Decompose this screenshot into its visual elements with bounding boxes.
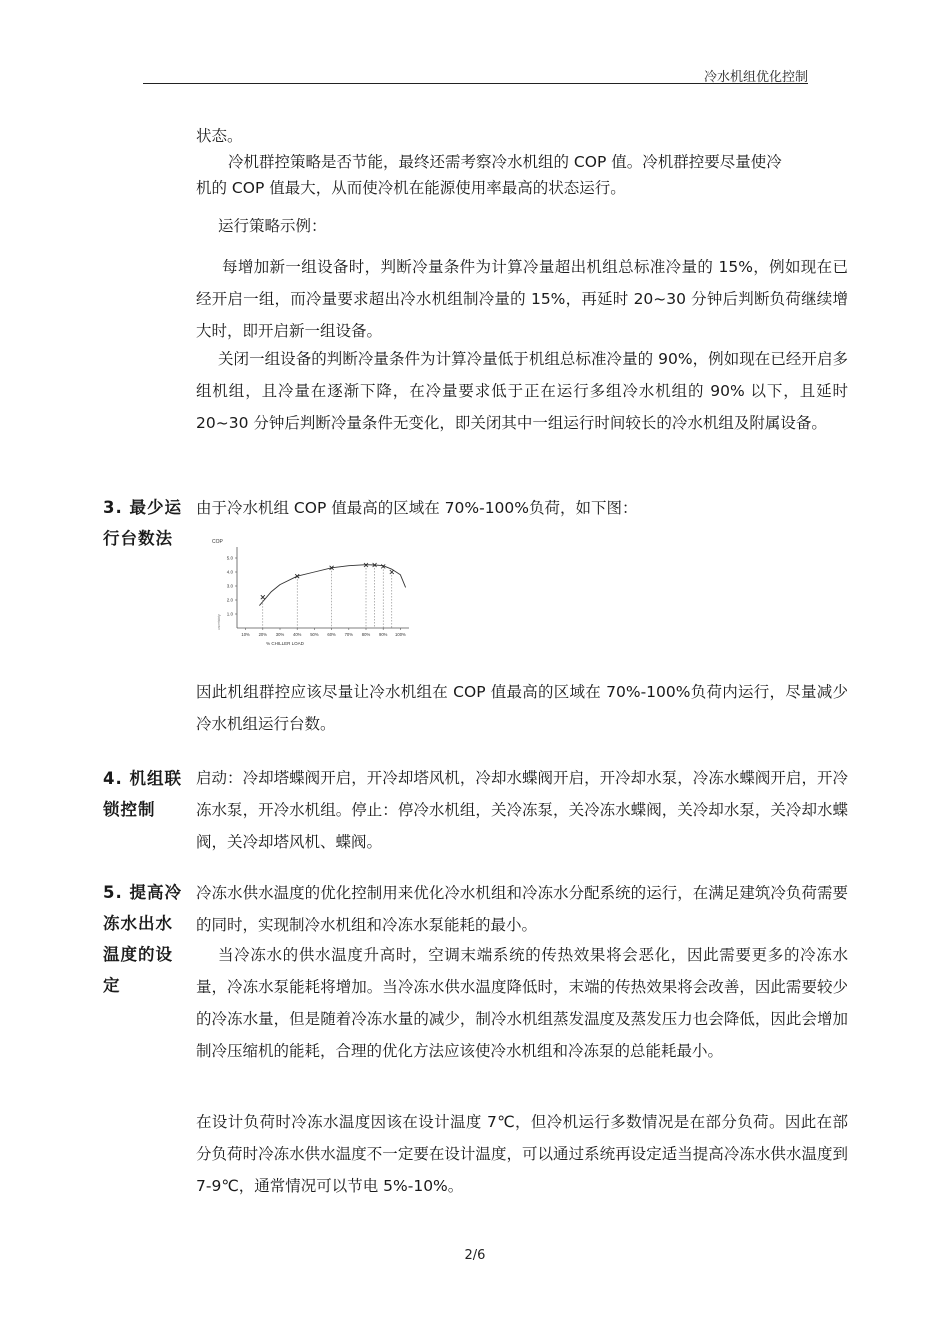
section-4-heading-line2: 锁控制 xyxy=(103,800,156,819)
x-tick-label: 20% xyxy=(258,632,267,637)
y-axis-side-note: uncertainty xyxy=(217,614,221,630)
paragraph-interlock: 启动：冷却塔蝶阀开启，开冷却塔风机，冷却水蝶阀开启，开冷却水泵，冷冻水蝶阀开启，开冷冻水泵，开冷水机组。停止：停冷水机组，关冷冻泵，关冷冻水蝶阀，关冷却水泵，关冷却水蝶阀，关冷却塔风机、蝶阀。 xyxy=(196,769,848,851)
paragraph-state: 状态。 xyxy=(196,127,243,145)
section-5-heading-line4: 定 xyxy=(103,976,121,995)
y-axis-label: COP xyxy=(212,539,223,545)
paragraph-add-group: 每增加新一组设备时，判断冷量条件为计算冷量超出机组总标准冷量的 15%，例如现在已经开启一组，而冷量要求超出冷水机组制冷量的 15%，再延时 20~30 分钟后判断负荷继续增大时，即开启新一组设备。 xyxy=(196,258,848,340)
header-title: 冷水机组优化控制 xyxy=(703,70,808,85)
cop-chart-svg xyxy=(209,533,419,651)
paragraph-close-group: 关闭一组设备的判断冷量条件为计算冷量低于机组总标准冷量的 90%，例如现在已经开启多组机组，且冷量在逐渐下降，在冷量要求低于正在运行多组冷水机组的 90% 以下，且延时 20~30 分钟后判断冷量条件无变化，即关闭其中一组运行时间较长的冷水机组及附属设备。 xyxy=(196,350,848,432)
paragraph-cop-line1: 冷机群控策略是否节能，最终还需考察冷水机组的 COP 值。冷机群控要尽量使冷 xyxy=(228,153,782,171)
header-rule xyxy=(143,83,808,84)
y-tick-label: 4.0 xyxy=(226,569,233,575)
x-tick-label: 40% xyxy=(293,632,302,637)
paragraph-strategy-example: 运行策略示例： xyxy=(218,217,327,235)
x-tick-label: 100% xyxy=(395,632,406,637)
section-4-heading-line1: 4. 机组联 xyxy=(103,769,182,788)
y-tick-label: 2.0 xyxy=(226,597,233,603)
section-5-heading-line2: 冻水出水 xyxy=(103,914,173,933)
x-tick-label: 60% xyxy=(327,632,336,637)
y-tick-label: 1.0 xyxy=(226,611,233,617)
paragraph-design-load: 在设计负荷时冷冻水温度因该在设计温度 7℃，但冷机运行多数情况是在部分负荷。因此在部分负荷时冷冻水供水温度不一定要在设计温度，可以通过系统再设定适当提高冷冻水供水温度到 7-9℃，通常情况可以节电 5%-10%。 xyxy=(196,1113,848,1195)
page-number: 2/6 xyxy=(464,1248,486,1263)
x-tick-label: 50% xyxy=(310,632,319,637)
y-tick-label: 5.0 xyxy=(226,555,233,561)
section-4-heading xyxy=(103,763,185,825)
section-5-heading-line1: 5. 提高冷 xyxy=(103,883,182,902)
x-axis-label: % CHILLER LOAD xyxy=(266,641,304,646)
section-3-heading xyxy=(103,492,185,554)
paragraph-cop-region: 由于冷水机组 COP 值最高的区域在 70%-100%负荷，如下图： xyxy=(196,499,638,517)
paragraph-temp-effect: 当冷冻水的供水温度升高时，空调末端系统的传热效果将会恶化，因此需要更多的冷冻水量，冷冻水泵能耗将增加。当冷冻水供水温度降低时，末端的传热效果将会改善，因此需要较少的冷冻水量，但是随着冷冻水量的减少，制冷水机组蒸发温度及蒸发压力也会降低，因此会增加制冷压缩机的能耗，合理的优化方法应该使冷水机组和冷冻泵的总能耗最小。 xyxy=(196,946,848,1060)
x-tick-label: 10% xyxy=(241,632,250,637)
section-5-heading xyxy=(103,877,185,1001)
paragraph-conclusion: 因此机组群控应该尽量让冷水机组在 COP 值最高的区域在 70%-100%负荷内运行，尽量减少冷水机组运行台数。 xyxy=(196,683,848,733)
cop-curve xyxy=(259,565,405,606)
section-3-heading-line2: 行台数法 xyxy=(103,529,173,548)
x-tick-label: 80% xyxy=(361,632,371,637)
section-3-heading-line1: 3. 最少运 xyxy=(103,498,182,517)
paragraph-supply-temp: 冷冻水供水温度的优化控制用来优化冷水机组和冷冻水分配系统的运行，在满足建筑冷负荷需要的同时，实现制冷水机组和冷冻水泵能耗的最小。 xyxy=(196,884,848,934)
x-tick-label: 70% xyxy=(344,632,353,637)
x-tick-label: 30% xyxy=(275,632,285,637)
x-tick-label: 90% xyxy=(379,632,388,637)
section-5-heading-line3: 温度的设 xyxy=(103,945,173,964)
paragraph-cop-line2: 机的 COP 值最大，从而使冷机在能源使用率最高的状态运行。 xyxy=(196,179,626,197)
cop-chart xyxy=(209,533,419,651)
y-tick-label: 3.0 xyxy=(226,583,233,589)
